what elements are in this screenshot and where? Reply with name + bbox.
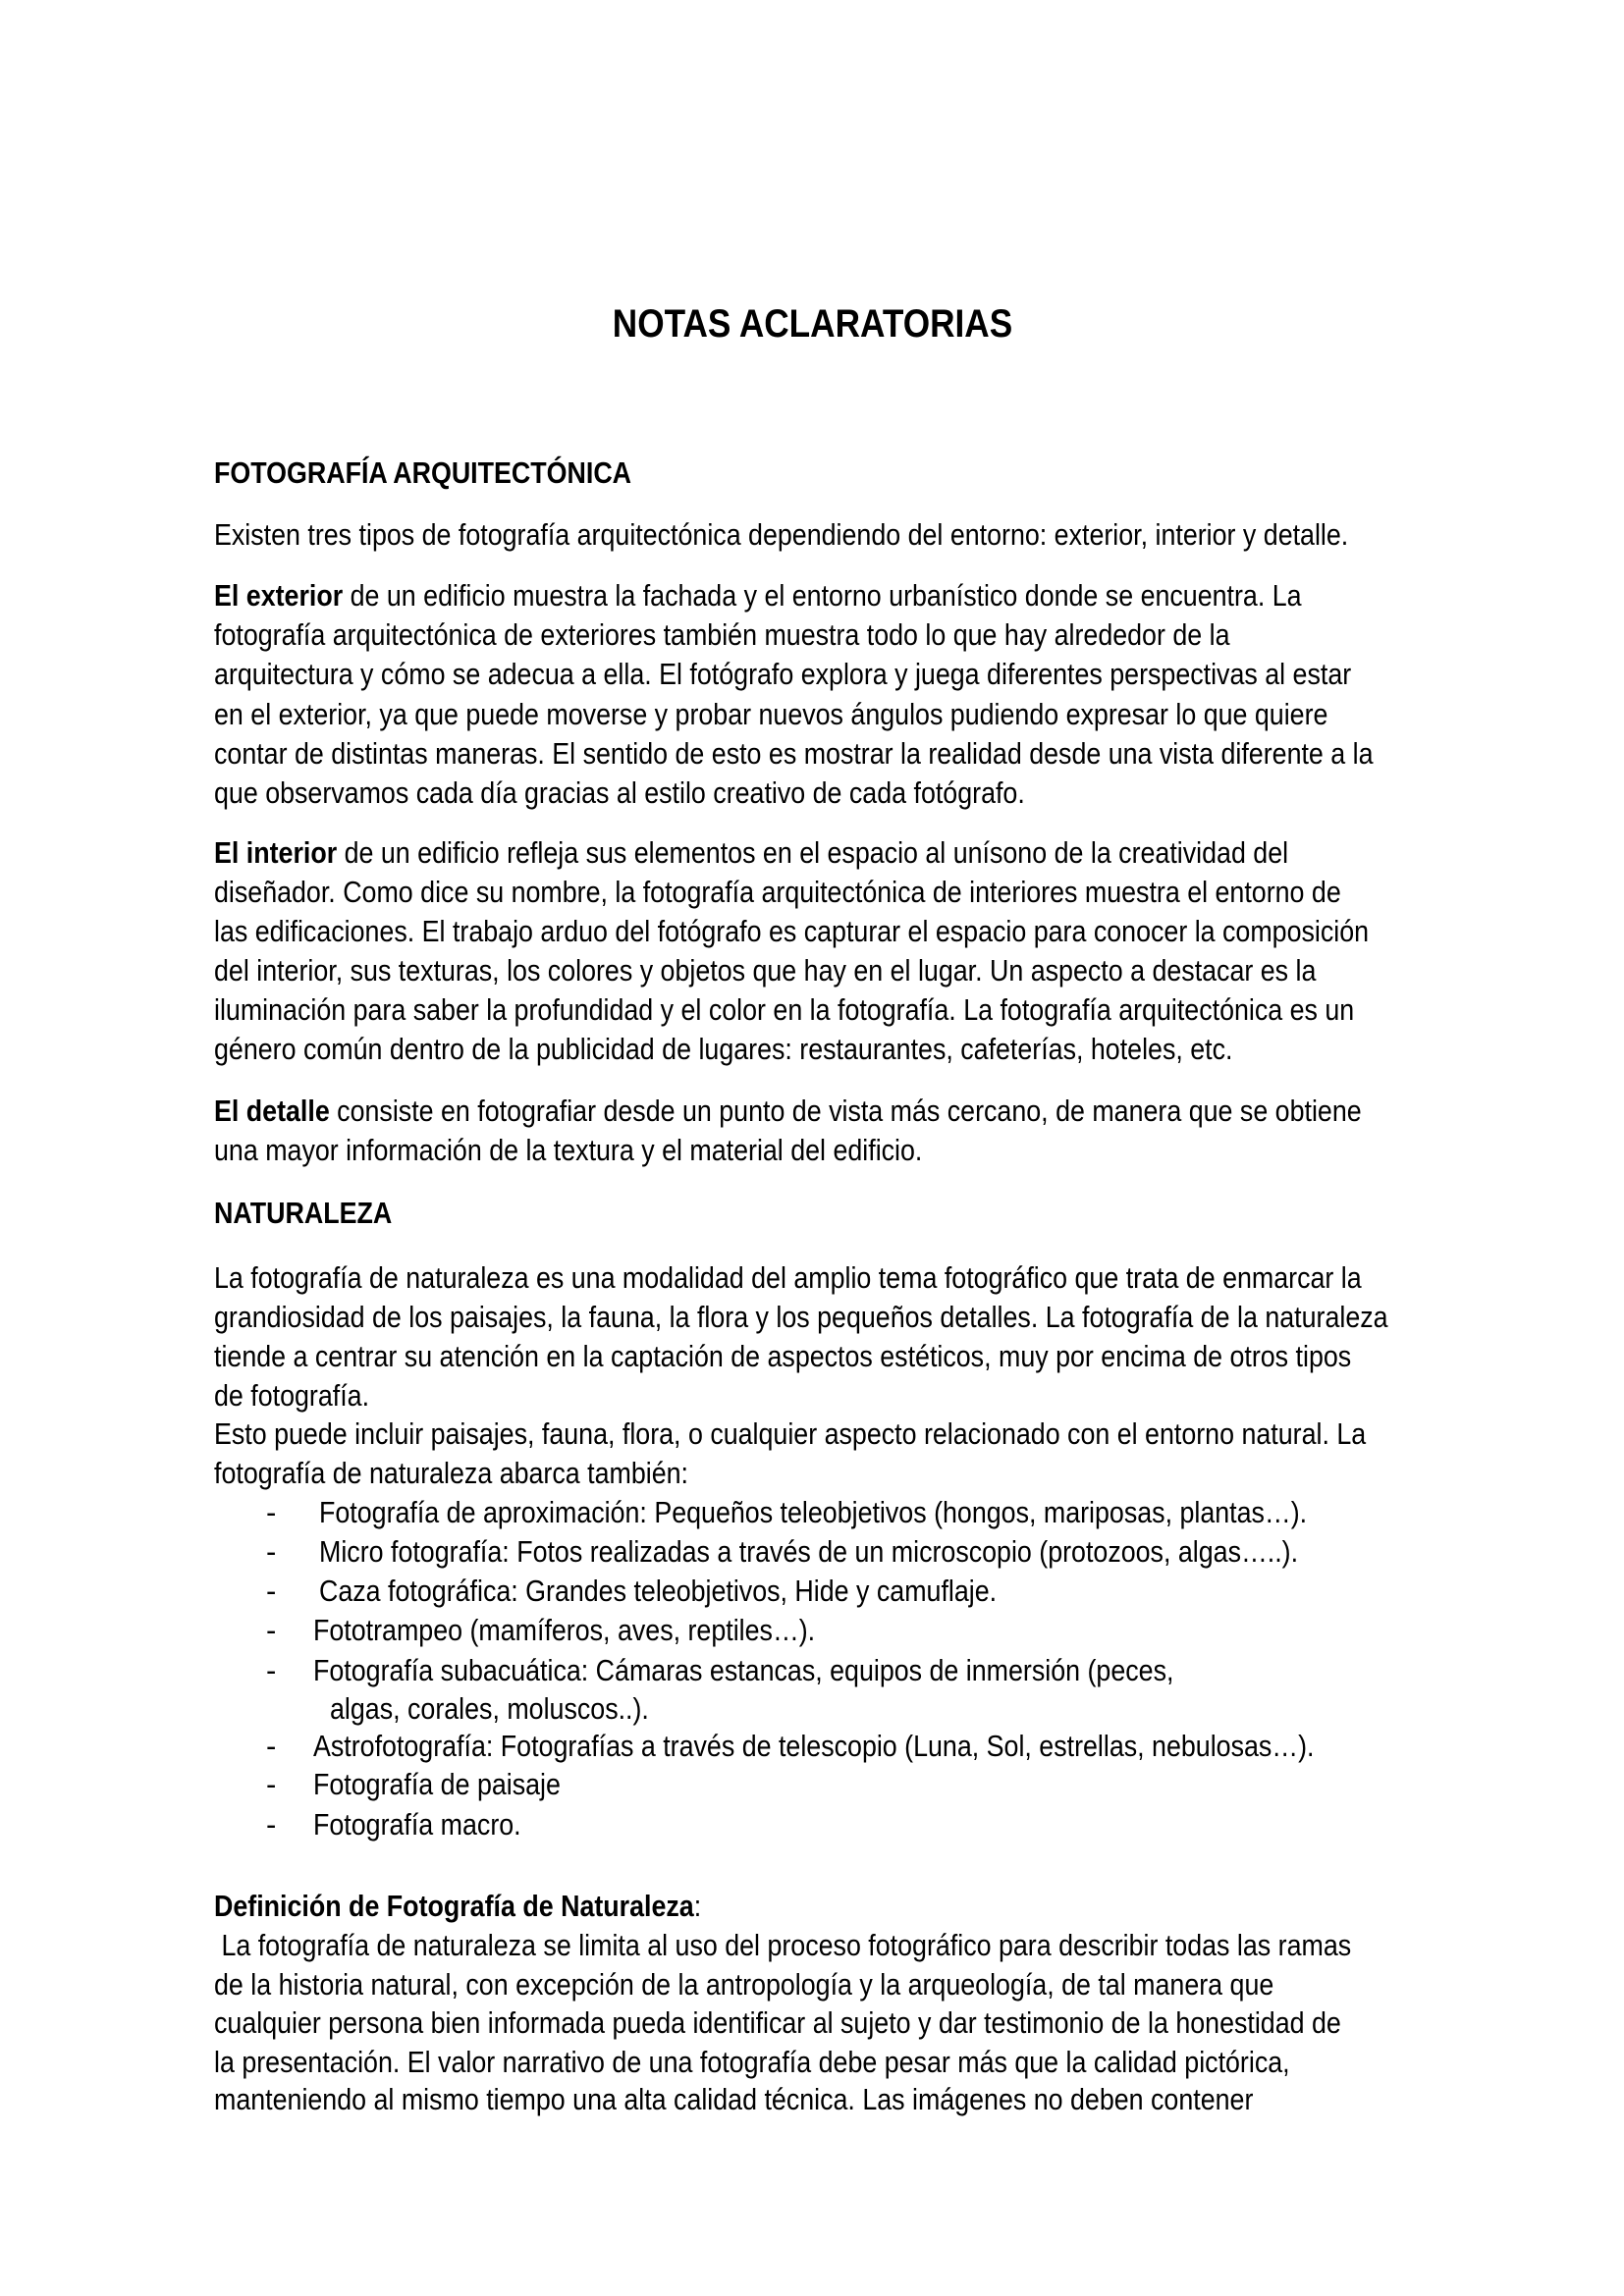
bold-lead-exterior: El exterior [214, 578, 344, 613]
dash-bullet-icon: - [266, 1807, 277, 1842]
paragraph-line: Esto puede incluir paisajes, fauna, flora, o cualquier aspecto relacionado con el entorno natural. La [214, 1416, 1367, 1451]
paragraph-line: de fotografía. [214, 1378, 370, 1413]
paragraph-line: cualquier persona bien informada pueda identificar al sujeto y dar testimonio de la honestidad de [214, 2005, 1341, 2040]
section-heading-naturaleza: NATURALEZA [214, 1196, 393, 1230]
section-heading-arquitectura: FOTOGRAFÍA ARQUITECTÓNICA [214, 455, 632, 490]
paragraph-line [214, 833, 1288, 873]
paragraph-line: género común dentro de la publicidad de lugares: restaurantes, cafeterías, hoteles, etc. [214, 1032, 1233, 1066]
paragraph-line: arquitectura y cómo se adecua a ella. El fotógrafo explora y juega diferentes perspectivas al estar [214, 657, 1352, 691]
paragraph-line: contar de distintas maneras. El sentido de esto es mostrar la realidad desde una vista diferente a la [214, 736, 1374, 771]
dash-bullet-icon: - [266, 1729, 277, 1763]
paragraph-line: la presentación. El valor narrativo de una fotografía debe pesar más que la calidad pictórica, [214, 2045, 1290, 2079]
paragraph-line: de la historia natural, con excepción de la antropología y la arqueología, de tal manera que [214, 1967, 1274, 2002]
definition-heading [214, 1887, 701, 1926]
dash-bullet-icon: - [266, 1574, 277, 1608]
page-title-text: NOTAS ACLARATORIAS [612, 302, 1012, 346]
list-item-text: Caza fotográfica: Grandes teleobjetivos, Hide y camuflaje. [319, 1574, 998, 1608]
list-item-text: Fotografía de paisaje [313, 1767, 561, 1801]
dash-bullet-icon: - [266, 1653, 277, 1687]
list-item-continuation: algas, corales, moluscos..). [330, 1691, 649, 1726]
list-item-text: Micro fotografía: Fotos realizadas a través de un microscopio (protozoos, algas…..). [319, 1534, 1299, 1569]
paragraph-line: fotografía de naturaleza abarca también: [214, 1456, 688, 1490]
paragraph-line: iluminación para saber la profundidad y el color en la fotografía. La fotografía arquitectónica es un [214, 992, 1355, 1027]
paragraph-line: una mayor información de la textura y el material del edificio. [214, 1133, 923, 1167]
line-text: de un edificio muestra la fachada y el entorno urbanístico donde se encuentra. La [343, 578, 1302, 613]
paragraph-line: La fotografía de naturaleza es una modalidad del amplio tema fotográfico que trata de enmarcar la [214, 1260, 1362, 1295]
list-item-text: Fotografía subacuática: Cámaras estancas, equipos de inmersión (peces, [313, 1653, 1174, 1687]
definition-heading-text: Definición de Fotografía de Naturaleza [214, 1889, 694, 1923]
paragraph-line: las edificaciones. El trabajo arduo del fotógrafo es capturar el espacio para conocer la composición [214, 914, 1370, 948]
bold-lead-detalle: El detalle [214, 1094, 330, 1128]
dash-bullet-icon: - [266, 1534, 277, 1569]
paragraph-line [214, 576, 1302, 615]
page-title [0, 300, 1624, 347]
bold-lead-interior: El interior [214, 835, 338, 870]
list-item-text: Fotografía de aproximación: Pequeños teleobjetivos (hongos, mariposas, plantas…). [319, 1495, 1308, 1529]
list-item-text: Fotografía macro. [313, 1807, 521, 1842]
list-item-text: Astrofotografía: Fotografías a través de telescopio (Luna, Sol, estrellas, nebulosas…). [313, 1729, 1315, 1763]
dash-bullet-icon: - [266, 1613, 277, 1647]
paragraph-line: que observamos cada día gracias al estilo creativo de cada fotógrafo. [214, 775, 1025, 810]
list-item-text: Fototrampeo (mamíferos, aves, reptiles…). [313, 1613, 816, 1647]
paragraph-line: del interior, sus texturas, los colores y objetos que hay en el lugar. Un aspecto a destacar es la [214, 953, 1317, 988]
paragraph-line: tiende a centrar su atención en la captación de aspectos estéticos, muy por encima de otros tipos [214, 1339, 1352, 1373]
line-text: consiste en fotografiar desde un punto de vista más cercano, de manera que se obtiene [329, 1094, 1362, 1128]
dash-bullet-icon: - [266, 1767, 277, 1801]
definition-heading-colon: : [693, 1889, 702, 1923]
paragraph-line: grandiosidad de los paisajes, la fauna, la flora y los pequeños detalles. La fotografía de la naturaleza [214, 1300, 1388, 1334]
paragraph-line: La fotografía de naturaleza se limita al uso del proceso fotográfico para describir todas las ramas [214, 1928, 1352, 1962]
paragraph-line: diseñador. Como dice su nombre, la fotografía arquitectónica de interiores muestra el entorno de [214, 875, 1341, 909]
line-text: de un edificio refleja sus elementos en el espacio al unísono de la creatividad del [337, 835, 1289, 870]
paragraph-intro: Existen tres tipos de fotografía arquitectónica dependiendo del entorno: exterior, interior y detalle. [214, 517, 1349, 552]
dash-bullet-icon: - [266, 1495, 277, 1529]
paragraph-line: fotografía arquitectónica de exteriores también muestra todo lo que hay alrededor de la [214, 617, 1230, 652]
paragraph-line [214, 1092, 1362, 1131]
paragraph-line: en el exterior, ya que puede moverse y probar nuevos ángulos pudiendo expresar lo que quiere [214, 697, 1328, 731]
paragraph-line: manteniendo al mismo tiempo una alta calidad técnica. Las imágenes no deben contener [214, 2082, 1254, 2116]
